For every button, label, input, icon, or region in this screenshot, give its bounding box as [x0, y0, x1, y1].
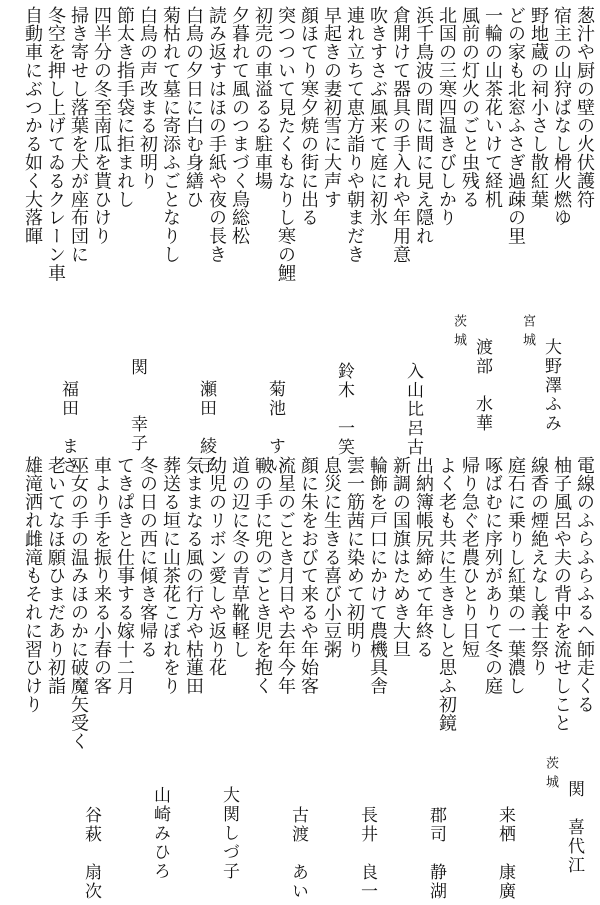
poet-name: 菊池 すい: [265, 380, 285, 475]
haiku-line: どの家も北窓ふさぎ過疎の里: [505, 6, 526, 246]
haiku-line: 野地蔵の祠小さし散紅葉: [528, 6, 549, 209]
haiku-line: 白鳥の夕日に白む身繕ひ: [183, 6, 204, 209]
haiku-line: 流星のごとき月日や去年今年: [275, 456, 296, 696]
haiku-block-bottom: [6, 456, 596, 901]
poet-name: 入山比呂古: [403, 362, 423, 457]
haiku-line: 四半分の冬至南瓜を貰ひけり: [91, 6, 112, 246]
poet-name: 福田 まさ: [58, 380, 78, 475]
haiku-line: 連れ立ちて恵方詣りや朝まだき: [344, 6, 365, 264]
poet-name: 長井 良一: [357, 806, 377, 901]
haiku-line: 幼児のリボン愛しや返り花: [206, 456, 227, 677]
haiku-line: 読み返すはほの手紙や夜の長き: [206, 6, 227, 264]
poet-name: 山崎みひろ: [150, 786, 170, 881]
haiku-line: 突つついて見たくもなりし寒の鯉: [275, 6, 296, 282]
poet-name: 関 幸子: [127, 358, 147, 453]
poet-name: 郡司 静湖: [426, 806, 446, 901]
haiku-line: よく老も共に生ききしと思ふ初鏡: [436, 456, 457, 732]
haiku-line: 線香の煙絶えなし義士祭り: [528, 456, 549, 677]
poet-name: 鈴木 一笑: [334, 362, 354, 457]
haiku-line: 輪飾を戸口にかけて農機具舎: [367, 456, 388, 696]
haiku-line: 夕暮れて風のつまづく鳥総松: [229, 6, 250, 246]
haiku-line: 道の辺に冬の青草靴軽し: [229, 456, 250, 659]
haiku-line: 掃き寄せし落葉を犬が座布団に: [68, 6, 89, 264]
poet-name: 大野澤ふみ: [541, 338, 561, 433]
haiku-line: 顔に朱をおびて来るや年始客: [298, 456, 319, 696]
haiku-line: 初売の車溢るる駐車場: [252, 6, 273, 190]
haiku-line: 冬空を押し上げてゐるクレーン車: [45, 6, 66, 282]
poet-name: 古渡 あい: [288, 806, 308, 901]
poet-name: 来栖 康廣: [495, 806, 515, 901]
haiku-line: 節太き指手袋に拒まれし: [114, 6, 135, 209]
haiku-line: 車より手を振り来る小春の客: [91, 456, 112, 696]
haiku-line: 皸の手に兜のごとき児を抱く: [252, 456, 273, 696]
haiku-line: 庭石に乗りし紅葉の一葉濃し: [505, 456, 526, 696]
haiku-line: 一輪の山茶花いけて経机: [482, 6, 503, 209]
haiku-line: 老いてなほ願ひまだあり初詣: [45, 456, 66, 696]
haiku-line: 息災に生きる喜び小豆粥: [321, 456, 342, 659]
haiku-line: 風前の灯火のごと虫残る: [459, 6, 480, 209]
haiku-block-top: [6, 6, 596, 475]
haiku-line: 新調の国旗はためき大旦: [390, 456, 411, 659]
haiku-line: 早起きの妻初雪に大声す: [321, 6, 342, 209]
haiku-line: 葱汁や厨の壁の火伏護符: [574, 6, 595, 209]
haiku-line: 自動車にぶつかる如く大落暉: [22, 6, 43, 246]
haiku-line: 顔ほてり寒夕焼の街に出る: [298, 6, 319, 227]
haiku-line: 雄滝洒れ雌滝もそれに習ひけり: [22, 456, 43, 714]
haiku-line: 啄ばむに序列がありて冬の庭: [482, 456, 503, 696]
poet-name: 関 喜代江: [564, 780, 584, 875]
poet-name: 瀬田 綾子: [196, 380, 216, 475]
haiku-line: 巫女の手の温みほのかに破魔矢受く: [68, 456, 89, 751]
haiku-line: 浜千鳥波の間に間に見え隠れ: [413, 6, 434, 246]
haiku-line: 気ままなる風の行方や枯蓮田: [183, 456, 204, 696]
haiku-line: 柚子風呂や夫の背中を流せしこと: [551, 456, 572, 732]
haiku-line: てきぱきと仕事する嫁十二月: [114, 456, 135, 696]
haiku-line: 吹きすさぶ風来て庭に初氷: [367, 6, 388, 227]
haiku-line: 冬の日の西に傾き客帰る: [137, 456, 158, 659]
haiku-line: 北国の三寒四温きびしかり: [436, 6, 457, 227]
poet-prefecture: 宮城: [520, 314, 535, 352]
haiku-line: 倉開けて器具の手入れや年用意: [390, 6, 411, 264]
haiku-line: 電線のふらふらふるへ師走くる: [574, 456, 595, 714]
haiku-line: 雲一筋茜に染めて初明り: [344, 456, 365, 659]
poet-prefecture: 茨城: [543, 756, 558, 794]
poet-name: 谷萩 扇次: [81, 806, 101, 901]
poet-name: 大関しづ子: [219, 786, 239, 881]
haiku-line: 出納簿帳尻締めて年終る: [413, 456, 434, 659]
haiku-line: 帰り急ぐ老農ひとり日短: [459, 456, 480, 659]
poet-prefecture: 茨城: [451, 314, 466, 352]
haiku-line: 白鳥の声改まる初明り: [137, 6, 158, 190]
haiku-line: 菊枯れて墓に寄添ふごとなりし: [160, 6, 181, 264]
haiku-line: 宿主の山狩ばなし榾火燃ゆ: [551, 6, 572, 227]
haiku-line: 葬送る垣に山茶花こぼれをり: [160, 456, 181, 696]
poet-name: 渡部 水華: [472, 338, 492, 433]
